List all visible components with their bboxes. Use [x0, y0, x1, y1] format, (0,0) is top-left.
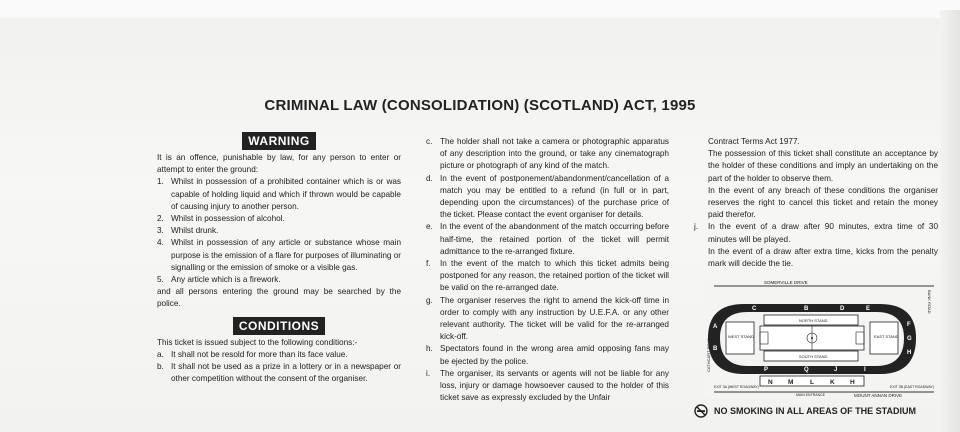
condition-item-number: g.: [426, 295, 433, 305]
warning-list: [157, 176, 401, 286]
no-smoking-icon: [694, 404, 708, 418]
map-letter-a: A: [713, 324, 718, 330]
condition-item-text: The holder shall not take a camera or photographic apparatus of any description into the ground, or take any cinematograph picture or photograph of any kind of the match.: [440, 137, 669, 171]
condition-item: [426, 221, 669, 258]
paper-fold: [940, 10, 960, 432]
warning-item: [157, 213, 401, 225]
map-letter-j: J: [834, 367, 838, 373]
condition-item-number: d.: [426, 173, 433, 183]
condition-item-text: The organiser reserves the right to amend the kick-off time in order to comply with any instruction by U.E.F.A. or any other relevant authority. The ticket will be valid for the re-arranged kick-off.: [440, 295, 669, 342]
map-east-stand: EAST STAND: [874, 334, 899, 339]
warning-intro: It is an offence, punishable by law, for any person to enter or attempt to enter the ground:: [157, 153, 401, 175]
condition-item: [426, 368, 669, 405]
condition-item: [426, 295, 669, 344]
left-column: [157, 132, 401, 385]
warning-item-text: Any article which is a firework.: [171, 275, 281, 285]
page-title: CRIMINAL LAW (CONSOLIDATION) (SCOTLAND) ACT, 1995: [264, 97, 696, 114]
map-stadium-road: BANK ROAD: [927, 290, 932, 314]
warning-item: [157, 225, 401, 237]
warning-item: [157, 176, 401, 213]
condition-item: [157, 361, 401, 385]
warning-item-text: Whilst in possession of a prohibited container which is or was capable of holding liquid and which if thrown would be capable of causing injury to another person.: [171, 177, 401, 211]
condition-item-text: It shall not be resold for more than its face value.: [171, 349, 348, 359]
map-letter-b: B: [713, 346, 718, 352]
right-p3: In the event of any breach of these conditions the organiser reserves the right to cancel this ticket and retain the money paid therefor.: [708, 185, 938, 220]
condition-item-text: The organiser, its servants or agents will not be liable for any loss, injury or damage howsoever caused to the holder of this ticket save as expressly excluded by the Unfair: [440, 368, 669, 403]
condition-item-text: Spectators found in the wrong area amid opposing fans may be ejected by the police.: [440, 344, 669, 366]
condition-item-text: In the event of postponement/abandonment/cancellation of a match you may be entitled to a refund (in full or in part, depending upon the circumstances) of the purchase price of the ticket. Please contact the event organiser for details.: [440, 173, 669, 220]
no-smoking-notice: [694, 404, 916, 418]
map-main-entrance: MAIN ENTRANCE: [796, 393, 825, 397]
map-exit-east: EXIT 3B (EAST ROADWAY): [890, 385, 935, 389]
warning-item: [157, 237, 401, 274]
conditions-badge: CONDITIONS: [233, 317, 325, 335]
right-p4: In the event of a draw after extra time, kicks from the penalty mark will decide the tie.: [708, 246, 938, 269]
warning-item-text: Whilst in possession of any article or substance whose main purpose is the emission of a flare for purposes of illuminating or signalling or the emission of smoke or a visible gas.: [171, 238, 401, 272]
map-north-stand: NORTH STAND: [799, 318, 828, 323]
map-letter-q: Q: [804, 367, 809, 373]
no-smoking-text: NO SMOKING IN ALL AREAS OF THE STADIUM: [714, 406, 916, 416]
conditions-intro: This ticket is issued subject to the following conditions:-: [157, 337, 358, 347]
warning-item-number: 1.: [157, 177, 164, 187]
map-cathcart: CATHCART ROAD: [706, 337, 711, 372]
right-column: [694, 136, 938, 270]
map-letter-h-ring: H: [907, 350, 912, 356]
stadium-map: [704, 278, 940, 398]
map-section-k: K: [830, 379, 835, 386]
right-p2: The possession of this ticket shall constitute an acceptance by the holder of these conditions and imply an undertaking on the part of the holder to observe them.: [708, 149, 938, 183]
condition-item-text: In the event of the match to which this ticket admits being postponed for any reason, the retained portion of the ticket will be valid on the re-arranged date.: [440, 259, 669, 293]
condition-j-text: In the event of a draw after 90 minutes, extra time of 30 minutes will be played.: [708, 222, 938, 244]
condition-item-number: b.: [157, 362, 164, 372]
map-letter-b-top: B: [804, 306, 809, 312]
right-p1: Contract Terms Act 1977.: [708, 137, 800, 146]
condition-item: [426, 258, 669, 295]
map-letter-p: P: [764, 367, 769, 373]
top-edge: [0, 0, 960, 19]
map-letter-i: I: [864, 367, 866, 373]
condition-item-number: c.: [426, 137, 433, 146]
warning-item: [157, 274, 401, 286]
condition-item-number: e.: [426, 222, 433, 232]
middle-column: [426, 136, 669, 404]
map-letter-f: F: [907, 322, 911, 328]
condition-item-text: In the event of the abandonment of the match occurring before half-time, the retained portion of the ticket will permit admittance to the re-arranged fixture.: [440, 222, 669, 256]
condition-j-number: j.: [694, 222, 699, 232]
warning-outro: and all persons entering the ground may be searched by the police.: [157, 287, 401, 309]
condition-item: [426, 173, 669, 222]
condition-item-number: a.: [157, 349, 164, 359]
map-exit-west: EXIT 3A (WEST ROADWAY): [714, 385, 759, 389]
condition-item: [426, 343, 669, 367]
middle-list: [426, 136, 669, 404]
condition-item: [157, 349, 401, 361]
condition-item-text: It shall not be used as a prize in a lottery or in a newspaper or other competition without the consent of the organiser.: [171, 362, 401, 384]
map-south-stand: SOUTH STAND: [799, 354, 828, 359]
condition-item-number: i.: [426, 368, 431, 378]
warning-item-text: Whilst in possession of alcohol.: [171, 214, 285, 224]
warning-item-number: 5.: [157, 275, 164, 285]
condition-item: [426, 136, 669, 173]
map-west-stand: WEST STAND: [728, 334, 754, 339]
warning-item-number: 3.: [157, 226, 164, 236]
conditions-list: [157, 349, 401, 386]
map-letter-g: G: [907, 336, 912, 342]
warning-item-number: 2.: [157, 214, 164, 224]
map-section-h: H: [850, 379, 855, 386]
map-letter-c: C: [752, 306, 757, 312]
condition-j: [694, 221, 938, 245]
map-section-l: L: [810, 379, 814, 386]
map-somerville: SOMERVILLE DRIVE: [764, 280, 808, 285]
condition-item-number: h.: [426, 344, 433, 354]
map-mount-annan: MOUNT ANNAN DRIVE: [854, 393, 903, 398]
map-section-m: M: [788, 379, 794, 386]
map-section-n: N: [768, 379, 773, 386]
condition-item-number: f.: [426, 259, 431, 269]
warning-badge: WARNING: [242, 132, 316, 150]
map-letter-e: E: [866, 306, 871, 312]
warning-item-text: Whilst drunk.: [171, 226, 219, 236]
map-letter-d: D: [840, 306, 845, 312]
warning-item-number: 4.: [157, 238, 164, 248]
